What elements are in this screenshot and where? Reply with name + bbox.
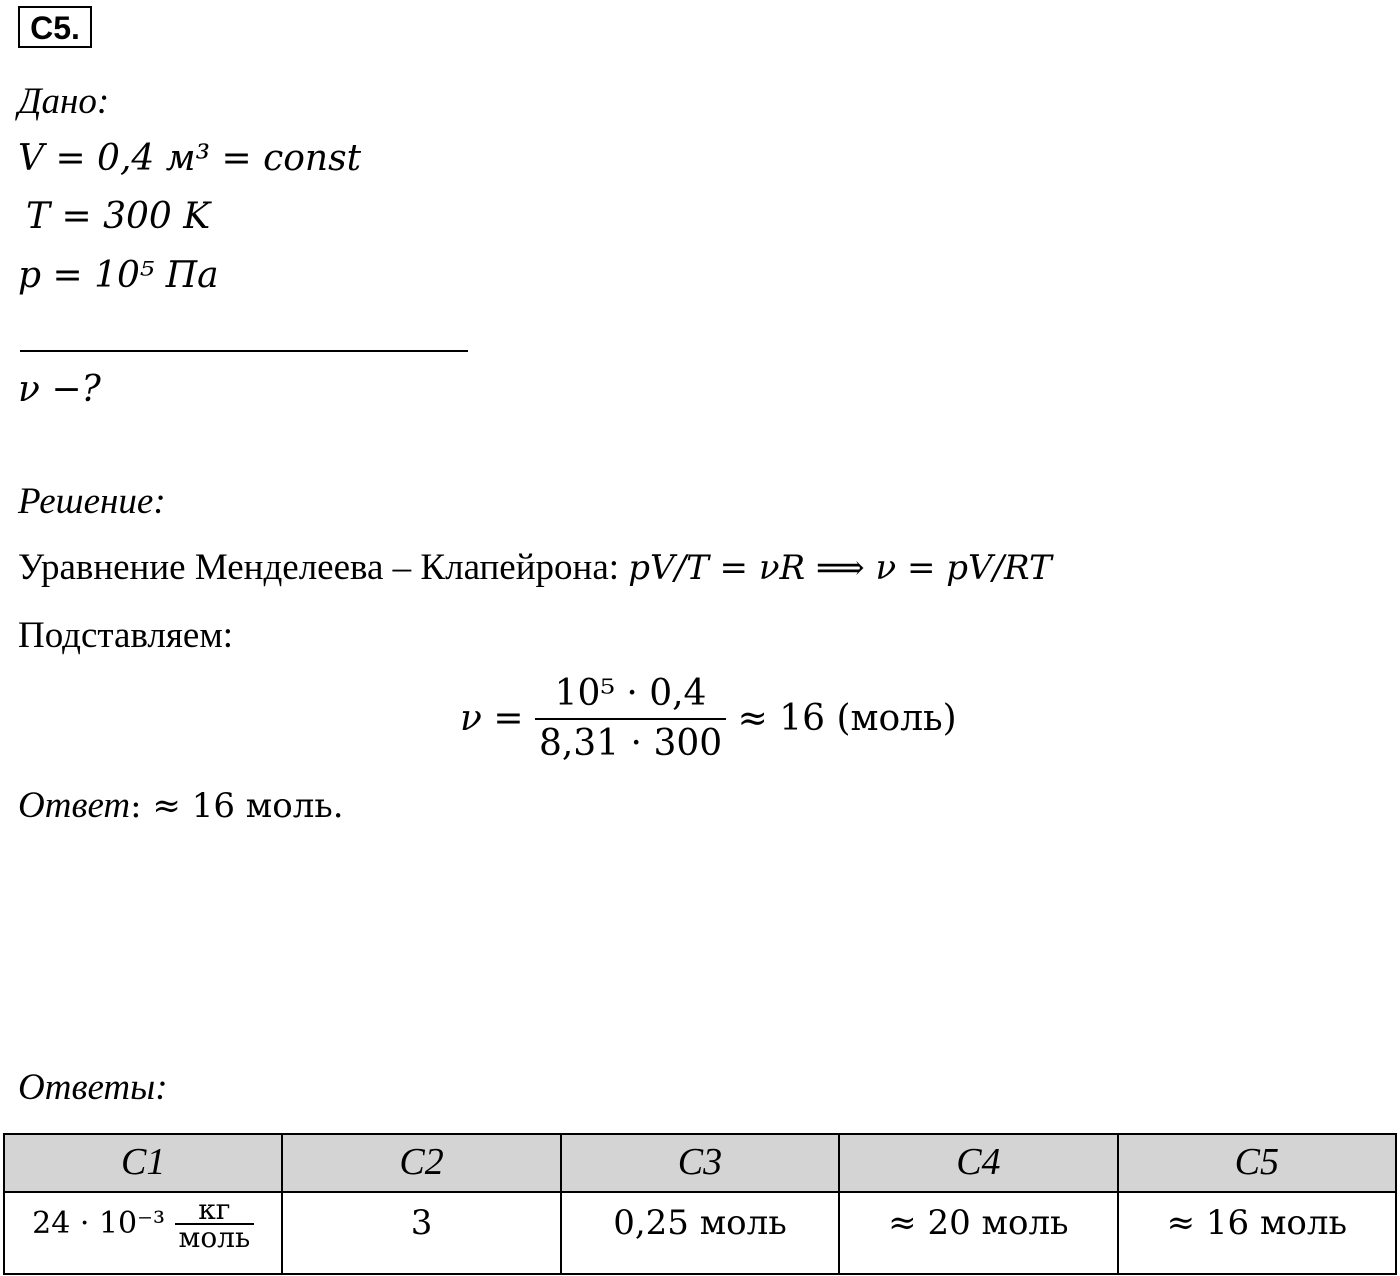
c1-value: 24 · 10⁻³ bbox=[32, 1206, 165, 1241]
answers-header-c2: C2 bbox=[282, 1134, 560, 1192]
calculation bbox=[460, 670, 957, 768]
answers-value-c2: 3 bbox=[282, 1192, 560, 1274]
problem-label: C5. bbox=[18, 6, 92, 48]
answer-label: Ответ bbox=[18, 785, 131, 826]
answers-header-c3: C3 bbox=[561, 1134, 839, 1192]
given-volume-text: V = 0,4 м³ = const bbox=[18, 138, 362, 179]
given-temperature bbox=[26, 195, 210, 239]
given-heading-text: Дано: bbox=[18, 81, 110, 122]
equation-line bbox=[18, 546, 1052, 590]
solution-heading bbox=[18, 480, 166, 524]
answers-value-c5: ≈ 16 моль bbox=[1118, 1192, 1396, 1274]
c1-unit-num: кг bbox=[175, 1197, 255, 1225]
equation-formula: pV/T = νR ⟹ ν = pV/RT bbox=[628, 548, 1052, 588]
find-quantity-text: ν −? bbox=[18, 369, 101, 410]
answers-header-c1: C1 bbox=[4, 1134, 282, 1192]
answers-heading-text: Ответы: bbox=[18, 1067, 168, 1108]
calc-denominator: 8,31 · 300 bbox=[538, 723, 723, 764]
answers-heading bbox=[18, 1066, 168, 1110]
calc-fraction bbox=[535, 670, 726, 768]
solution-heading-text: Решение: bbox=[18, 481, 166, 522]
given-pressure bbox=[18, 254, 219, 298]
calc-nu: ν = bbox=[460, 698, 524, 739]
answer-text: : ≈ 16 моль. bbox=[130, 786, 344, 826]
calc-numerator: 10⁵ · 0,4 bbox=[535, 670, 726, 720]
c1-unit-den: моль bbox=[178, 1221, 251, 1254]
given-pressure-text: p = 10⁵ Па bbox=[18, 255, 219, 296]
answers-value-c4: ≈ 20 моль bbox=[839, 1192, 1117, 1274]
answers-header-c5: C5 bbox=[1118, 1134, 1396, 1192]
answers-table-header-row bbox=[4, 1134, 1396, 1192]
answers-value-c3: 0,25 моль bbox=[561, 1192, 839, 1274]
c1-unit-fraction bbox=[175, 1193, 255, 1254]
answer-line bbox=[18, 784, 344, 828]
calc-result: ≈ 16 (моль) bbox=[737, 698, 957, 739]
find-quantity bbox=[18, 368, 101, 412]
answers-table-value-row bbox=[4, 1192, 1396, 1274]
given-heading bbox=[18, 80, 109, 124]
given-divider bbox=[20, 350, 468, 352]
answers-value-c1 bbox=[4, 1192, 282, 1274]
given-temperature-text: T = 300 K bbox=[26, 196, 211, 237]
answers-table bbox=[3, 1133, 1397, 1275]
given-volume bbox=[18, 137, 361, 181]
equation-label: Уравнение Менделеева – Клапейрона: bbox=[18, 547, 620, 588]
answers-header-c4: C4 bbox=[839, 1134, 1117, 1192]
substitute-label: Подставляем: bbox=[18, 615, 234, 656]
